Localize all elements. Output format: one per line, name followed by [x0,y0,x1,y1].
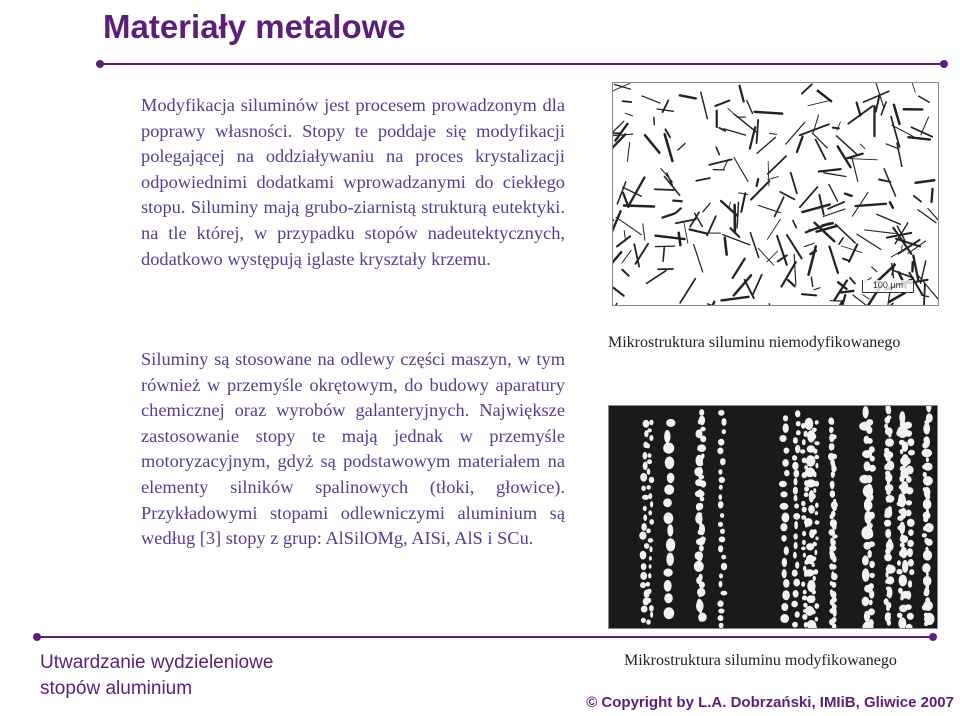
footer-title-line1: Utwardzanie wydzieleniowe [40,652,274,673]
top-rule-dot-left [96,60,104,68]
top-rule [103,63,943,65]
caption-modified: Mikrostruktura siluminu modyfikowanego [624,652,897,669]
micrograph-unmodified-image [612,82,939,306]
footer-title-line2: stopów aluminium [40,678,193,699]
footer-title [40,650,273,702]
bottom-rule-dot-right [929,633,937,641]
micrograph-modified-svg [609,406,937,628]
slide-title: Materiały metalowe [103,8,406,45]
paragraph-modification: Modyfikacja siluminów jest procesem prowadzonym dla poprawy własności. Stopy te poddaje się modyfikacji polegającej na oddziaływaniu na proces krystalizacji odpowiednimi dodatkami wprowadzanymi do ciekłego stopu. Siluminy mają grubo-ziarnistą strukturą eutektyki. na tle której, w przypadku stopów nadeutektycznych, dodatkowo występują iglaste kryształy krzemu. [141,95,565,269]
scale-bar [862,280,914,293]
micrograph-modified-image [608,405,938,629]
scale-bar-label: 100 µm [872,280,904,290]
top-rule-dot-right [940,60,948,68]
bottom-rule [40,636,933,638]
copyright-notice: © Copyright by L.A. Dobrzański, IMIiB, Gliwice 2007 [586,694,954,711]
paragraph-applications: Siluminy są stosowane na odlewy części maszyn, w tym również w przemyśle okrętowym, do budowy aparatury chemicznej oraz wyrobów galanteryjnych. Największe zastosowanie stopy te mają jednak w przemyśle motoryzacyjnym, gdyż są podstawowym materiałem na elementy silników spalinowych (tłoki, głowice). Przykładowymi stopami odlewniczymi aluminium są według [3] stopy z grup: AlSilOMg, AISi, AlS i SCu. [141,349,565,549]
bottom-rule-dot-left [33,633,41,641]
micrograph-unmodified-svg [613,83,938,305]
caption-unmodified: Mikrostruktura siluminu niemodyfikowanego [608,334,901,351]
